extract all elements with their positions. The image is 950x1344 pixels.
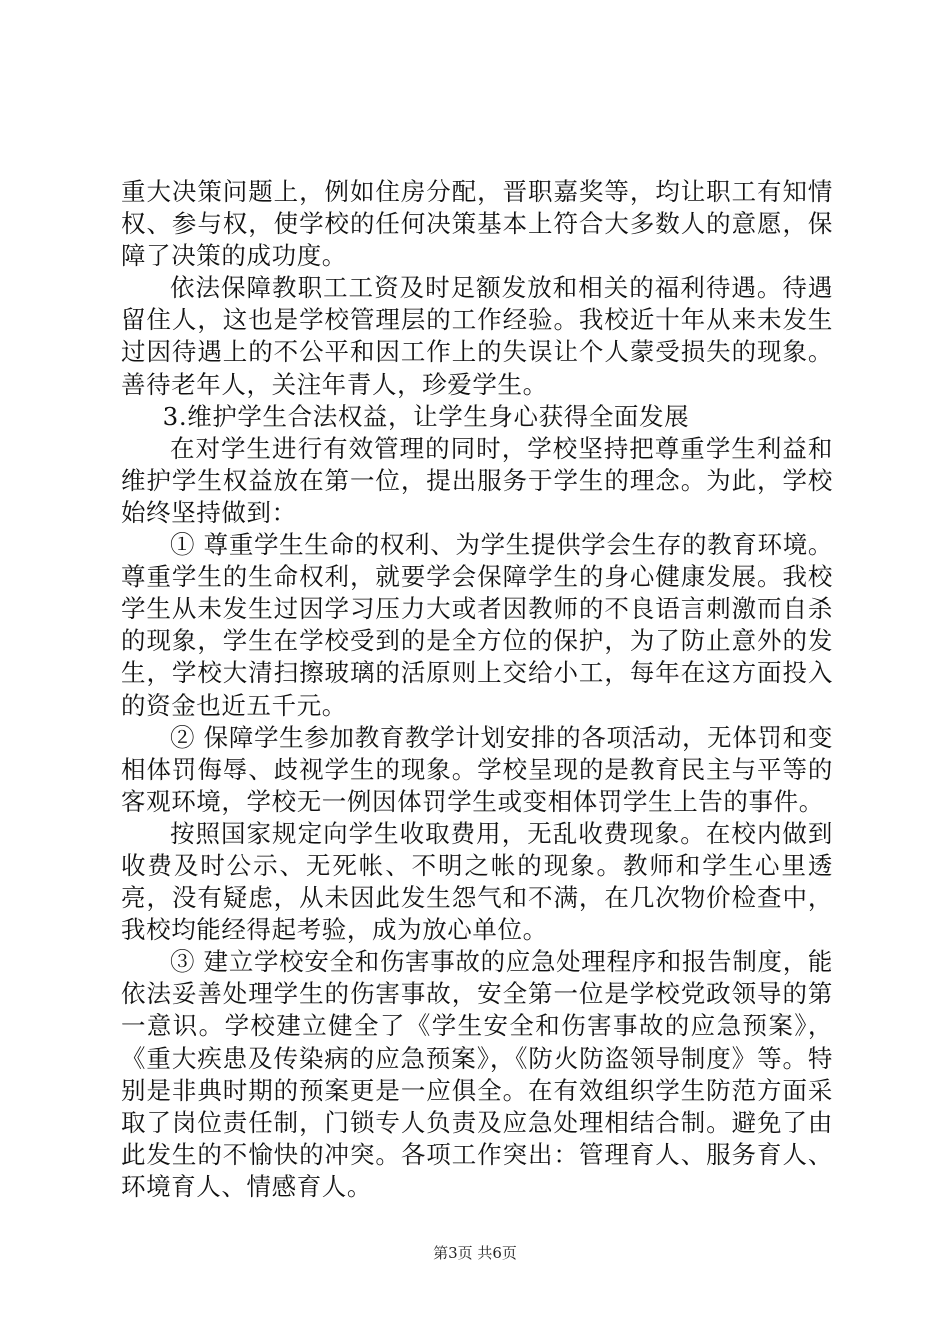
paragraph-fees: 按照国家规定向学生收取费用，无乱收费现象。在校内做到收费及时公示、无死帐、不明之帐的现象。教师和学生心里透亮，没有疑虑，从未因此发生怨气和不满，在几次物价检查中，我校均能经得起考验，成为放心单位。 [121,818,833,945]
page-footer [0,1243,950,1263]
paragraph-student-service: 在对学生进行有效管理的同时，学校坚持把尊重学生利益和维护学生权益放在第一位，提出服务于学生的理念。为此，学校始终坚持做到： [121,433,833,527]
paragraph-item-3-safety: ③ 建立学校安全和伤害事故的应急处理程序和报告制度，能依法妥善处理学生的伤害事故，安全第一位是学校党政领导的第一意识。学校建立健全了《学生安全和伤害事故的应急预案》，《重大疾患及传染病的应急预案》，《防火防盗领导制度》等。特别是非典时期的预案更是一应俱全。在有效组织学生防范方面采取了岗位责任制，门锁专人负责及应急处理相结合制。避免了由此发生的不愉快的冲突。各项工作突出：管理育人、服务育人、环境育人、情感育人。 [121,947,833,1201]
page-number: 第3页 共6页 [433,1244,517,1262]
paragraph-item-2-activities: ② 保障学生参加教育教学计划安排的各项活动，无体罚和变相体罚侮辱、歧视学生的现象。学校呈现的是教育民主与平等的客观环境，学校无一例因体罚学生或变相体罚学生上告的事件。 [121,722,833,816]
paragraph-decision-rights: 重大决策问题上，例如住房分配，晋职嘉奖等，均让职工有知情权、参与权，使学校的任何决策基本上符合大多数人的意愿，保障了决策的成功度。 [121,177,833,271]
paragraph-salary-welfare: 依法保障教职工工资及时足额发放和相关的福利待遇。待遇留住人，这也是学校管理层的工作经验。我校近十年从来未发生过因待遇上的不公平和因工作上的失误让个人蒙受损失的现象。善待老年人，关注年青人，珍爱学生。 [121,273,833,399]
document-body [121,176,833,1203]
section-heading-student-rights: 3.维护学生合法权益，让学生身心获得全面发展 [162,401,690,431]
paragraph-item-1-life-rights: ① 尊重学生生命的权利、为学生提供学会生存的教育环境。尊重学生的生命权利，就要学会保障学生的身心健康发展。我校学生从未发生过因学习压力大或者因教师的不良语言刺激而自杀的现象，学生在学校受到的是全方位的保护，为了防止意外的发生，学校大清扫擦玻璃的活原则上交给小工，每年在这方面投入的资金也近五千元。 [121,530,833,720]
